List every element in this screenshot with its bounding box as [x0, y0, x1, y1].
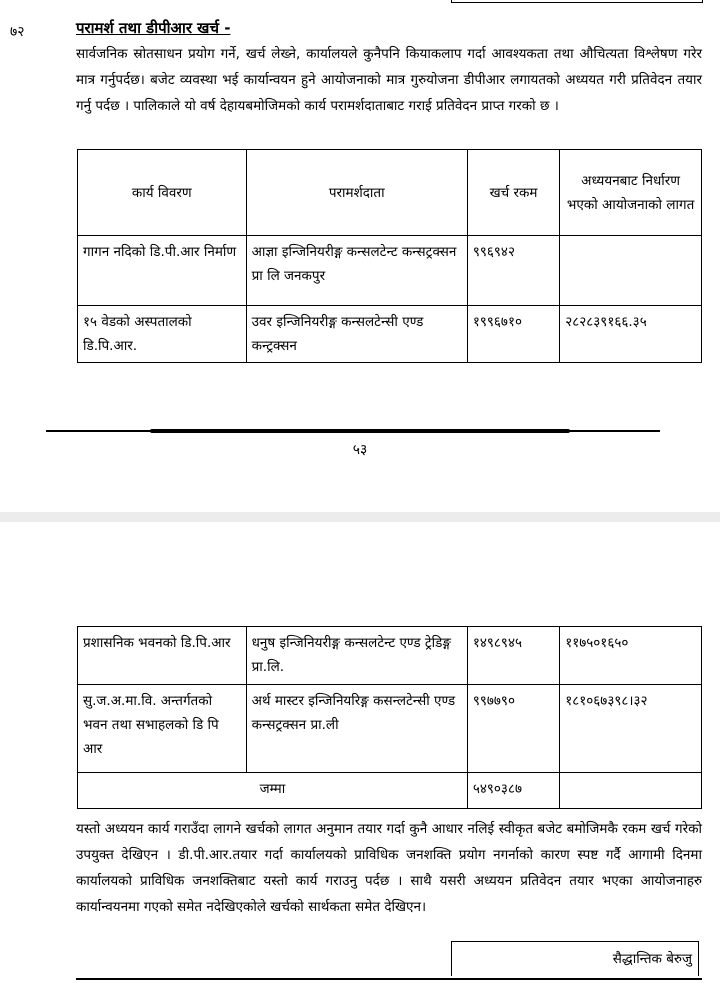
cell-consultant: आज्ञा इन्जिनियरीङ्ग कन्सलटेन्ट कन्सट्रक्सन प्रा लि जनकपुर — [246, 236, 467, 306]
header-work-description: कार्य विवरण — [78, 150, 247, 236]
cell-work: सु.ज.अ.मा.वि. अन्तर्गतको भवन तथा सभाहलको डि पि आर — [78, 685, 247, 773]
consultancy-table — [77, 149, 702, 363]
cell-cost: ११७५०१६५० — [560, 627, 702, 685]
top-box-remnant — [451, 0, 703, 3]
intro-paragraph: सार्वजनिक स्रोतसाधन प्रयोग गर्ने, खर्च लेख्ने, कार्यालयले कुनैपनि कियाकलाप गर्दा आवश्यकता तथा औचित्यता विश्लेषण गरेर मात्र गर्नुपर्दछ। बजेट व्यवस्था भई कार्यान्वयन हुने आयोजनाको मात्र गुरुयोजना डीपीआर लगायतको अध्ययत गरी प्रतिवेदन तयार गर्नु पर्दछ । पालिकाले यो वर्ष देहायबमोजिमको कार्य परामर्शदाताबाट गराई प्रतिवेदन प्राप्त गरको छ । — [76, 46, 702, 114]
theoretical-arrears-label: सैद्धान्तिक बेरुजु — [451, 941, 699, 976]
total-extra — [560, 773, 702, 809]
header-expense-amount: खर्च रकम — [467, 150, 559, 236]
cell-work: गागन नदिको डि.पी.आर निर्माण — [78, 236, 247, 306]
cell-amount: १९९६७१० — [467, 306, 559, 363]
total-label: जम्मा — [78, 773, 468, 809]
cell-work: १५ वेडको अस्पतालको डि.पि.आर. — [78, 306, 247, 363]
page-2 — [0, 522, 720, 983]
total-value: ५४९०३८७ — [467, 773, 559, 809]
table-row — [78, 685, 702, 773]
cell-amount: १४९८९४५ — [467, 627, 559, 685]
cell-work: प्रशासनिक भवनको डि.पि.आर — [78, 627, 247, 685]
table-row — [78, 236, 702, 306]
cell-consultant: धनुष इन्जिनियरीङ्ग कन्सलटेन्ट एण्ड ट्रेडिङ्ग प्रा.लि. — [246, 627, 467, 685]
cell-cost: २८२८३९१६६.३५ — [560, 306, 702, 363]
cell-consultant: उवर इन्जिनियरीङ्ग कन्सलटेन्सी एण्ड कन्ट्रक्सन — [246, 306, 467, 363]
cell-consultant: अर्थ मास्टर इन्जिनियरिङ्ग कसन्लटेन्सी एण्ड कन्सट्रक्सन प्रा.ली — [246, 685, 467, 773]
header-consultant: परामर्शदाता — [246, 150, 467, 236]
cell-cost — [560, 236, 702, 306]
cell-amount: ९९६९४२ — [467, 236, 559, 306]
cell-amount: ९९७७९० — [467, 685, 559, 773]
footer-rule-accent — [150, 429, 570, 433]
section-number: ७२ — [10, 24, 25, 40]
table-row — [78, 306, 702, 363]
bottom-rule — [76, 978, 702, 980]
consultancy-table-continued — [77, 626, 702, 809]
observation-paragraph: यस्तो अध्ययन कार्य गराउँदा लागने खर्चको लागत अनुमान तयार गर्दा कुनै आधार नलिई स्वीकृत बजेट बमोजिमकै रकम खर्च गरेको उपयुक्त देखिएन । डी.पी.आर.तयार गर्दा कार्यालयको प्राविधिक जनशक्ति प्रयोग नगर्नाको कारण स्पष्ट गर्दै आगामी दिनमा कार्यालयको प्राविधिक जनशक्तिबाट यस्तो कार्य गराउनु पर्दछ । साथै यसरी अध्ययन प्रतिवेदन तयार भएका आयोजनाहरु कार्यान्वयनमा गएको समेत नदेखिएकोले खर्चको सार्थकता समेत देखिएन। — [76, 821, 702, 915]
page-gap — [0, 512, 720, 522]
total-row — [78, 773, 702, 809]
table-row — [78, 627, 702, 685]
page-number: ५३ — [352, 442, 368, 458]
header-project-cost: अध्ययनबाट निर्धारण भएको आयोजनाको लागत — [560, 150, 702, 236]
table-header-row — [78, 150, 702, 236]
cell-cost: १८१०६७३९८।३२ — [560, 685, 702, 773]
section-heading: परामर्श तथा डीपीआर खर्च - — [76, 19, 231, 37]
